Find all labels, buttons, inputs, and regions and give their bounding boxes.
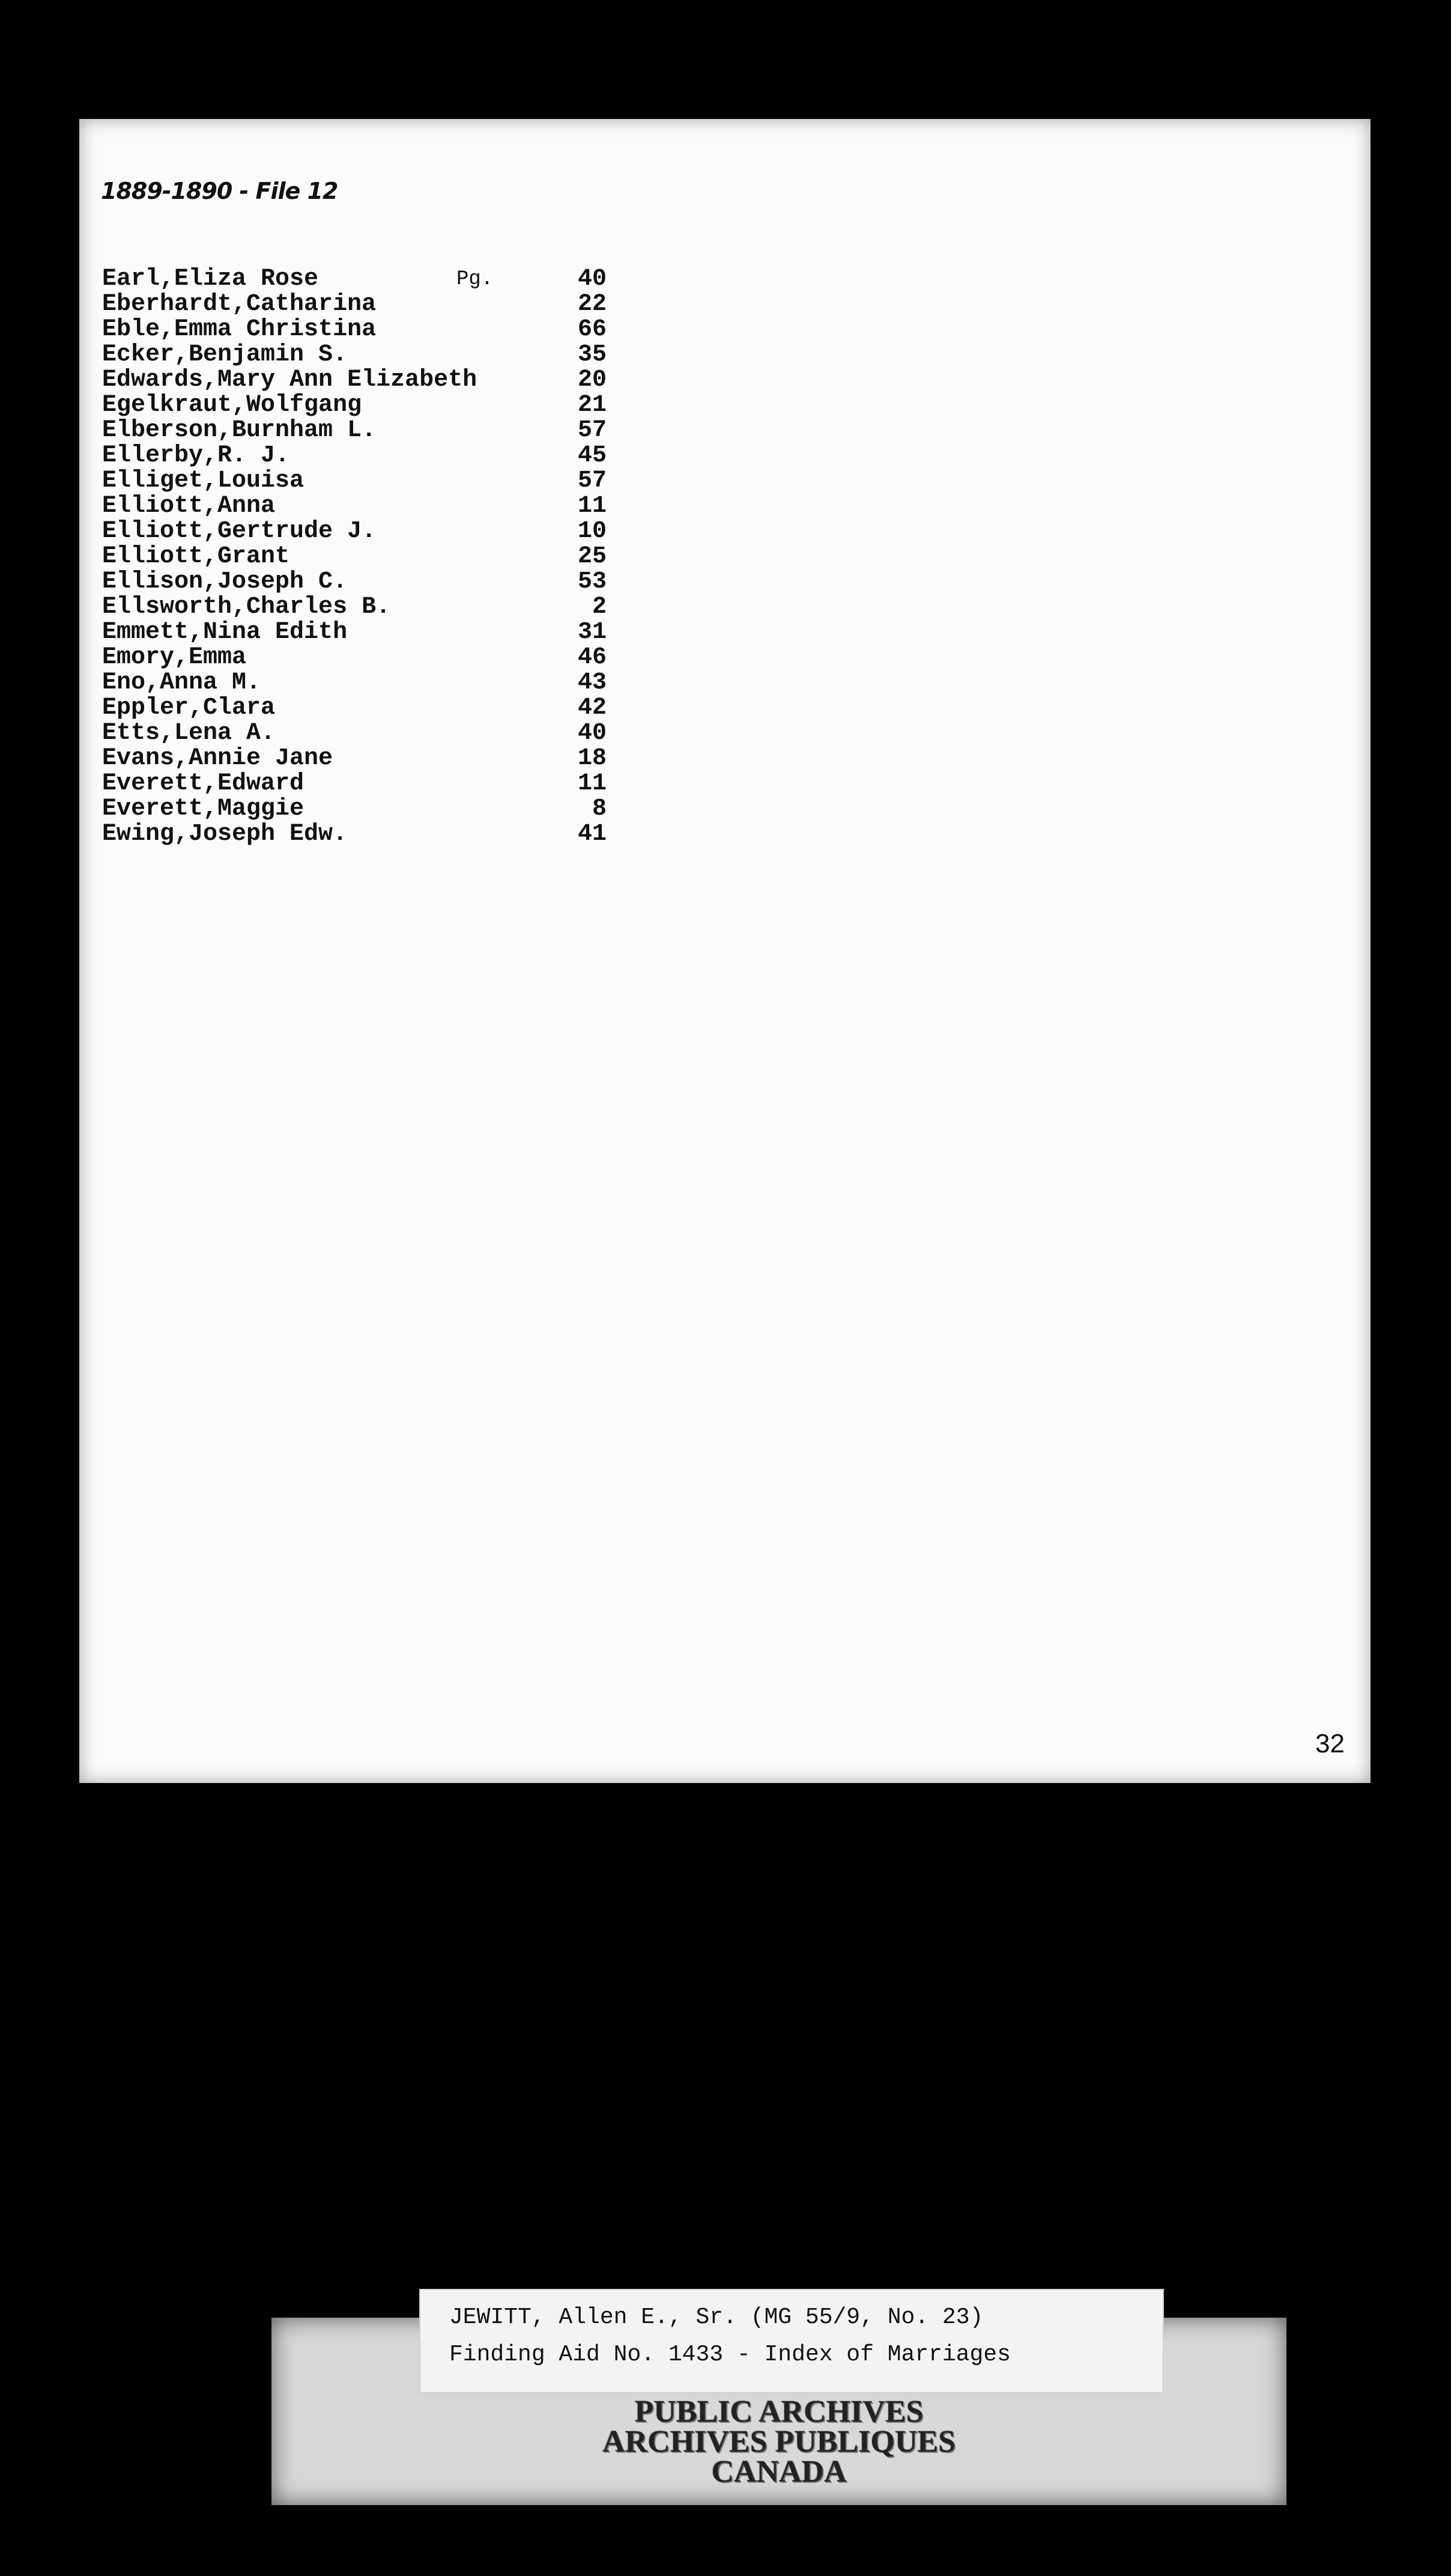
entry-name: Ewing,Joseph Edw. <box>102 821 348 848</box>
entry-name: Elliget,Louisa <box>102 467 304 494</box>
list-item <box>102 368 643 393</box>
list-item <box>102 570 643 595</box>
entry-name: Eppler,Clara <box>102 694 276 721</box>
entry-page: 57 <box>577 417 607 444</box>
entry-page: 57 <box>577 467 607 494</box>
entry-page: 35 <box>577 341 607 368</box>
entry-name: Everett,Edward <box>102 770 304 797</box>
entry-page: 31 <box>577 619 607 646</box>
list-item <box>102 595 643 620</box>
entry-page: 41 <box>577 821 607 848</box>
list-item <box>102 292 643 317</box>
corner-page-number: 32 <box>1315 1729 1345 1758</box>
list-item <box>102 771 643 797</box>
entry-page: 45 <box>577 442 607 469</box>
entry-page: 18 <box>577 745 607 772</box>
entry-name: Elberson,Burnham L. <box>102 417 377 444</box>
entry-name: Ellerby,R. J. <box>102 442 290 469</box>
list-item <box>102 822 643 847</box>
entry-name: Egelkraut,Wolfgang <box>102 392 362 419</box>
entry-page: 21 <box>577 392 607 419</box>
entry-page: 8 <box>592 795 607 822</box>
entry-page: 10 <box>577 518 607 545</box>
entry-name: Etts,Lena A. <box>102 720 276 747</box>
entry-page: 46 <box>577 644 607 671</box>
entry-page: 66 <box>577 316 607 343</box>
list-item <box>102 696 643 721</box>
list-item <box>102 267 643 292</box>
entry-page: 2 <box>592 594 607 621</box>
list-item <box>102 469 643 494</box>
entry-name: Earl,Eliza Rose <box>102 266 319 293</box>
stamp-line-1: PUBLIC ARCHIVES <box>634 2395 924 2429</box>
entry-page: 40 <box>577 720 607 747</box>
list-item <box>102 544 643 570</box>
entry-page: 43 <box>577 669 607 696</box>
entry-name: Ellsworth,Charles B. <box>102 594 391 621</box>
finding-aid-line-1: JEWITT, Allen E., Sr. (MG 55/9, No. 23) <box>449 2304 984 2330</box>
list-item <box>102 519 643 544</box>
entry-name: Ellison,Joseph C. <box>102 568 348 595</box>
list-item <box>102 721 643 746</box>
list-item <box>102 443 643 469</box>
page-label: Pg. <box>456 268 494 291</box>
entry-page: 25 <box>577 543 607 570</box>
entry-name: Everett,Maggie <box>102 795 304 822</box>
list-item <box>102 746 643 771</box>
entry-page: 20 <box>577 366 607 393</box>
entry-name: Emory,Emma <box>102 644 247 671</box>
list-item <box>102 797 643 822</box>
list-item <box>102 670 643 696</box>
index-entry-list <box>102 267 643 847</box>
stamp-line-3: CANADA <box>711 2455 847 2489</box>
stamp-line-2: ARCHIVES PUBLIQUES <box>602 2425 956 2459</box>
entry-page: 22 <box>577 291 607 318</box>
entry-name: Elliott,Gertrude J. <box>102 518 377 545</box>
finding-aid-label <box>419 2289 1164 2393</box>
finding-aid-line-2: Finding Aid No. 1433 - Index of Marriages <box>449 2342 1011 2368</box>
entry-page: 40 <box>577 266 607 293</box>
list-item <box>102 342 643 368</box>
entry-name: Ecker,Benjamin S. <box>102 341 348 368</box>
entry-name: Edwards,Mary Ann Elizabeth <box>102 366 477 393</box>
entry-name: Eno,Anna M. <box>102 669 261 696</box>
entry-name: Elliott,Grant <box>102 543 290 570</box>
entry-name: Evans,Annie Jane <box>102 745 333 772</box>
entry-page: 11 <box>577 493 607 520</box>
list-item <box>102 393 643 418</box>
list-item <box>102 645 643 670</box>
entry-page: 53 <box>577 568 607 595</box>
entry-page: 11 <box>577 770 607 797</box>
list-item <box>102 494 643 519</box>
archives-stamp <box>271 2397 1286 2487</box>
entry-name: Emmett,Nina Edith <box>102 619 348 646</box>
entry-name: Eberhardt,Catharina <box>102 291 377 318</box>
entry-name: Elliott,Anna <box>102 493 276 520</box>
entry-name: Eble,Emma Christina <box>102 316 377 343</box>
list-item <box>102 620 643 645</box>
entry-page: 42 <box>577 694 607 721</box>
list-item <box>102 317 643 342</box>
file-heading: 1889-1890 - File 12 <box>101 178 338 204</box>
list-item <box>102 418 643 443</box>
